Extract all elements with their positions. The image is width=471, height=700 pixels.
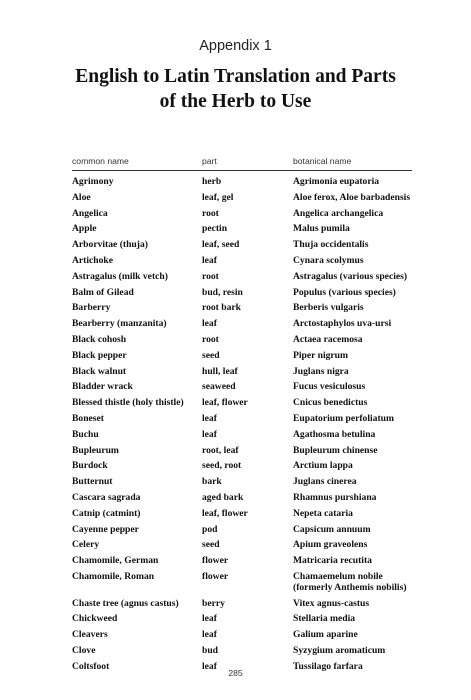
botanical-name-cell — [293, 381, 365, 392]
botanical-name-cell — [293, 476, 357, 487]
part-cell: pectin — [202, 223, 228, 235]
table-row — [72, 269, 417, 285]
botanical-name-line: Actaea racemosa — [293, 333, 363, 345]
common-name-cell: Angelica — [72, 207, 108, 219]
botanical-name-cell — [293, 176, 379, 187]
botanical-name-cell — [293, 318, 391, 329]
botanical-name-line: Piper nigrum — [293, 349, 348, 361]
page-number: 285 — [228, 668, 243, 678]
common-name-cell: Celery — [72, 539, 100, 551]
botanical-name-cell — [293, 366, 349, 377]
table-row — [72, 190, 417, 206]
part-cell: leaf — [202, 254, 217, 266]
botanical-name-line: Aloe ferox, Aloe barbadensis — [293, 191, 411, 203]
botanical-name-cell — [293, 555, 372, 566]
part-cell: root — [202, 270, 219, 282]
botanical-name-cell — [293, 460, 353, 471]
part-cell: root bark — [202, 302, 241, 314]
common-name-cell: Astragalus (milk vetch) — [72, 270, 168, 282]
table-row — [72, 569, 417, 596]
table-row — [72, 174, 417, 190]
common-name-cell: Chaste tree (agnus castus) — [72, 597, 179, 609]
part-cell: flower — [202, 555, 229, 567]
table-row — [72, 300, 417, 316]
table-row — [72, 237, 417, 253]
common-name-cell: Balm of Gilead — [72, 286, 134, 298]
part-cell: hull, leaf — [202, 365, 238, 377]
common-name-cell: Bearberry (manzanita) — [72, 318, 167, 330]
column-header-part: part — [202, 156, 217, 166]
title-line-2: of the Herb to Use — [159, 91, 312, 112]
appendix-label: Appendix 1 — [199, 38, 272, 54]
table-row — [72, 537, 417, 553]
botanical-name-line: Malus pumila — [293, 223, 350, 235]
botanical-name-line: Nepeta cataria — [293, 507, 353, 519]
common-name-cell: Buchu — [72, 428, 99, 440]
botanical-name-line: Galium aparine — [293, 629, 358, 641]
botanical-name-line: Agrimonia eupatoria — [293, 176, 380, 187]
botanical-name-cell — [293, 445, 378, 456]
botanical-name-cell — [293, 629, 358, 640]
part-cell: leaf — [202, 613, 217, 625]
part-cell: leaf, flower — [202, 507, 248, 519]
botanical-name-cell — [293, 239, 368, 250]
part-cell: leaf, seed — [202, 239, 240, 251]
common-name-cell: Chickweed — [72, 613, 118, 625]
common-name-cell: Boneset — [72, 412, 104, 424]
botanical-name-line: Apium graveolens — [293, 539, 368, 551]
part-cell: seed — [202, 539, 220, 551]
botanical-name-cell — [293, 571, 407, 594]
botanical-name-line: Chamaemelum nobile — [293, 570, 383, 582]
common-name-cell: Catnip (catmint) — [72, 507, 141, 519]
botanical-name-line: Eupatorium perfoliatum — [293, 412, 395, 424]
table-row — [72, 443, 417, 459]
part-cell: flower — [202, 570, 229, 582]
botanical-name-line: Juglans cinerea — [293, 476, 357, 488]
common-name-cell: Black cohosh — [72, 333, 127, 345]
common-name-cell: Chamomile, German — [72, 555, 159, 567]
common-name-cell: Bladder wrack — [72, 381, 133, 393]
table-row — [72, 458, 417, 474]
common-name-cell: Bupleurum — [72, 444, 119, 456]
botanical-name-cell — [293, 271, 407, 282]
table-row — [72, 348, 417, 364]
column-header-botanical-name: botanical name — [293, 156, 352, 166]
botanical-name-line: Astragalus (various species) — [293, 270, 408, 282]
table-row — [72, 611, 417, 627]
part-cell: leaf — [202, 629, 217, 641]
botanical-name-cell — [293, 223, 350, 234]
botanical-name-cell — [293, 192, 410, 203]
botanical-name-cell — [293, 429, 375, 440]
botanical-name-line: Juglans nigra — [293, 365, 349, 377]
botanical-name-cell — [293, 492, 376, 503]
botanical-name-cell — [293, 255, 364, 266]
part-cell: leaf — [202, 318, 217, 330]
part-cell: leaf — [202, 428, 217, 440]
common-name-cell: Butternut — [72, 476, 113, 488]
botanical-name-line: Arctium lappa — [293, 460, 353, 472]
common-name-cell: Arborvitae (thuja) — [72, 239, 148, 251]
botanical-name-cell — [293, 350, 348, 361]
common-name-cell: Cleavers — [72, 629, 108, 641]
herb-table — [72, 174, 417, 675]
part-cell: root — [202, 207, 219, 219]
botanical-name-line: Populus (various species) — [293, 286, 396, 298]
table-row — [72, 627, 417, 643]
botanical-name-line: Cynara scolymus — [293, 254, 364, 266]
common-name-cell: Blessed thistle (holy thistle) — [72, 397, 184, 409]
botanical-name-line-2: (formerly Anthemis nobilis) — [293, 582, 407, 594]
botanical-name-line: Vitex agnus-castus — [293, 597, 370, 609]
table-row — [72, 522, 417, 538]
botanical-name-cell — [293, 334, 363, 345]
botanical-name-cell — [293, 302, 364, 313]
botanical-name-line: Thuja occidentalis — [293, 239, 369, 251]
botanical-name-line: Tussilago farfara — [293, 660, 363, 672]
part-cell: pod — [202, 523, 218, 535]
botanical-name-line: Bupleurum chinense — [293, 444, 378, 456]
title-line-1: English to Latin Translation and Parts — [75, 66, 396, 87]
botanical-name-cell — [293, 598, 369, 609]
table-row — [72, 316, 417, 332]
part-cell: seed — [202, 349, 220, 361]
botanical-name-line: Agathosma betulina — [293, 428, 376, 440]
common-name-cell: Black pepper — [72, 349, 127, 361]
table-row — [72, 332, 417, 348]
botanical-name-line: Cnicus benedictus — [293, 397, 368, 409]
part-cell: aged bark — [202, 491, 244, 503]
botanical-name-line: Rhamnus purshiana — [293, 491, 377, 503]
part-cell: seed, root — [202, 460, 242, 472]
botanical-name-cell — [293, 208, 383, 219]
table-row — [72, 364, 417, 380]
common-name-cell: Artichoke — [72, 254, 114, 266]
part-cell: bud, resin — [202, 286, 243, 298]
botanical-name-cell — [293, 524, 371, 535]
common-name-cell: Barberry — [72, 302, 111, 314]
table-header — [72, 156, 412, 170]
common-name-cell: Burdock — [72, 460, 108, 472]
part-cell: leaf — [202, 660, 217, 672]
botanical-name-cell — [293, 287, 396, 298]
botanical-name-line: Berberis vulgaris — [293, 302, 364, 314]
botanical-name-cell — [293, 645, 385, 656]
table-row — [72, 379, 417, 395]
table-row — [72, 643, 417, 659]
botanical-name-cell — [293, 539, 367, 550]
header-rule — [72, 170, 412, 171]
part-cell: root — [202, 333, 219, 345]
table-row — [72, 427, 417, 443]
table-row — [72, 596, 417, 612]
table-row — [72, 490, 417, 506]
part-cell: leaf, gel — [202, 191, 234, 203]
table-row — [72, 411, 417, 427]
common-name-cell: Black walnut — [72, 365, 127, 377]
botanical-name-line: Fucus vesiculosus — [293, 381, 366, 393]
table-row — [72, 474, 417, 490]
botanical-name-line: Stellaria media — [293, 613, 356, 625]
part-cell: root, leaf — [202, 444, 239, 456]
common-name-cell: Aloe — [72, 191, 91, 203]
table-row — [72, 253, 417, 269]
table-row — [72, 221, 417, 237]
common-name-cell: Clove — [72, 644, 96, 656]
botanical-name-cell — [293, 508, 353, 519]
common-name-cell: Coltsfoot — [72, 660, 110, 672]
part-cell: leaf — [202, 412, 217, 424]
table-row — [72, 285, 417, 301]
table-row — [72, 553, 417, 569]
botanical-name-line: Arctostaphylos uva-ursi — [293, 318, 392, 330]
table-row — [72, 206, 417, 222]
botanical-name-line: Angelica archangelica — [293, 207, 384, 219]
common-name-cell: Agrimony — [72, 176, 114, 187]
botanical-name-line: Syzygium aromaticum — [293, 644, 386, 656]
part-cell: bud — [202, 644, 219, 656]
part-cell: bark — [202, 476, 222, 488]
common-name-cell: Chamomile, Roman — [72, 570, 155, 582]
part-cell: leaf, flower — [202, 397, 248, 409]
page-title — [40, 64, 431, 114]
botanical-name-cell — [293, 413, 394, 424]
botanical-name-cell — [293, 613, 355, 624]
part-cell: berry — [202, 597, 225, 609]
common-name-cell: Cascara sagrada — [72, 491, 141, 503]
botanical-name-line: Capsicum annuum — [293, 523, 371, 535]
botanical-name-line: Matricaria recutita — [293, 555, 372, 567]
table-row — [72, 506, 417, 522]
part-cell: herb — [202, 176, 222, 187]
botanical-name-cell — [293, 397, 367, 408]
part-cell: seaweed — [202, 381, 236, 393]
column-header-common-name: common name — [72, 156, 129, 166]
common-name-cell: Apple — [72, 223, 97, 235]
common-name-cell: Cayenne pepper — [72, 523, 139, 535]
table-row — [72, 395, 417, 411]
